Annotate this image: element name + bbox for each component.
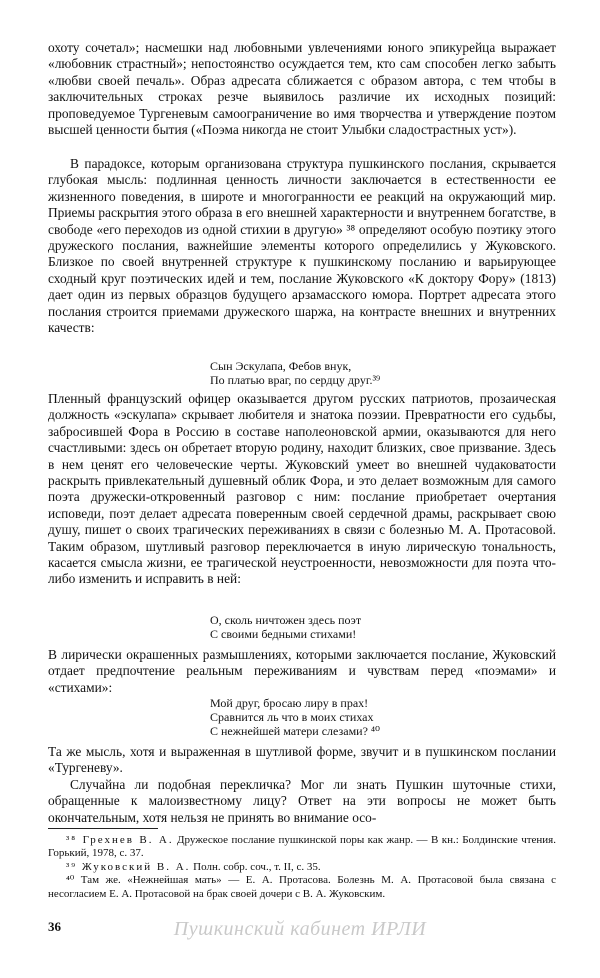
- library-watermark: Пушкинский кабинет ИРЛИ: [173, 918, 427, 940]
- page-number: 36: [48, 919, 61, 934]
- footnote-divider: [48, 828, 158, 829]
- paragraph-5: Та же мысль, хотя и выраженная в шутливой форме, звучит и в пушкинском послании «Тургеневу».: [48, 744, 556, 776]
- footnote-38: [48, 834, 556, 861]
- footnote-38-text: Дружеское послание пушкинской поры как жанр. — В кн.: Болдинские чтения. Горький, 1978, с. 37.: [48, 834, 556, 860]
- footnote-39: [48, 861, 556, 874]
- paragraph-3-block: [48, 391, 556, 588]
- paragraph-2-block: [48, 156, 556, 336]
- paragraph-4: В лирически окрашенных размышлениях, которыми заключается послание, Жуковский отдает предпочтение реальным переживаниям и чувствам перед «поэмами» и «стихами»:: [48, 647, 556, 695]
- paragraph-6: Случайна ли подобная перекличка? Мог ли знать Пушкин шуточные стихи, обращенные к малоизвестному лицу? Ответ на эти вопросы не может быть окончательным, хотя нельзя не принять во внимание осо-: [48, 776, 556, 825]
- verse-quote-2: О, сколь ничтожен здесь поэт С своими бедными стихами!: [210, 613, 362, 641]
- paragraph-3: Пленный французский офицер оказывается другом русских патриотов, прозаическая должность «эскулапа» скрывает любителя и знатока поэзии. Превратности его судьбы, забросившей Фора в Россию в составе наполеоновской армии, оказываются для него счастливыми: здесь он обретает вторую родину, находит близких, свое призвание. Здесь в нем ценят его человеческие черты. Жуковский умеет во внешней чудаковатости раскрыть привлекательный душевный облик Фора, и это делает возможным для самого поэта дружески-откровенный разговор с ним: послание приобретает очертания исповеди, поэт делает адресата поверенным своей сердечной драмы, раскрывает свою душу, пишет о своих трагических переживаниях в связи с болезнью М. А. Протасовой. Таким образом, шутливый разговор переключается в иную лирическую тональность, касается смысла жизни, ее трагической неустроенности, невозможности для поэта что-либо изменить и исправить в ней:: [48, 391, 556, 587]
- footnote-38-author: ³⁸ Грехнев В. А.: [66, 834, 174, 846]
- footnote-40: ⁴⁰ Там же. «Нежнейшая мать» — Е. А. Протасова. Болезнь М. А. Протасовой была связана с несогласием Е. А. Протасовой на брак своей дочери с В. А. Жуковским.: [48, 874, 556, 900]
- verse-quote-3: Мой друг, бросаю лиру в прах! Сравнится ль что в моих стихах С нежнейшей матери слезами? ⁴⁰: [210, 696, 380, 738]
- paragraph-4-block: [48, 647, 556, 696]
- footnotes: [48, 834, 556, 901]
- footnote-39-text: Полн. собр. соч., т. II, с. 35.: [190, 860, 321, 873]
- paragraph-2: В парадоксе, которым организована структура пушкинского послания, скрывается глубокая мысль: подлинная ценность личности заключается в естественности ее жизненного поведения, в широте и многогранности ее реакций на окружающий мир. Приемы раскрытия этого образа в его внешней характерности и внутреннем богатстве, в свободе «его переходов из одной стихии в другую» ³⁸ определяют особую поэтику этого дружеского послания, важнейшие элементы которого определились у Жуковского. Близкое по своей внутренней структуре к пушкинскому посланию и варьирующее сходный круг поэтических идей и тем, послание Жуковского «К доктору Фору» (1813) дает один из первых образцов будущего арзамасского юмора. Портрет адресата этого послания строится приемами дружеского шаржа, на контрасте внешних и внутренних качеств:: [48, 156, 556, 336]
- paragraph-5-6-block: [48, 744, 556, 826]
- verse-quote-1: Сын Эскулапа, Фебов внук, По платью враг, по сердцу друг.³⁹: [210, 359, 381, 387]
- paragraph-1: охоту сочетал»; насмешки над любовными увлечениями юного эпикурейца выражает «любовник страстный»; непостоянство осуждается тем, кто сам способен легко забыть «любви своей печаль». Образ адресата сближается с образом автора, с тем чтобы в заключительных строках резче выявилось различие их исходных позиций: проповедуемое Тургеневым самоограничение во имя творчества и утверждение поэтом высшей ценности бытия («Поэма никогда не стоит Улыбки сладострастных уст»).: [48, 40, 556, 138]
- paragraph-1-block: [48, 40, 556, 138]
- footnote-39-author: ³⁹ Жуковский В. А.: [66, 860, 191, 873]
